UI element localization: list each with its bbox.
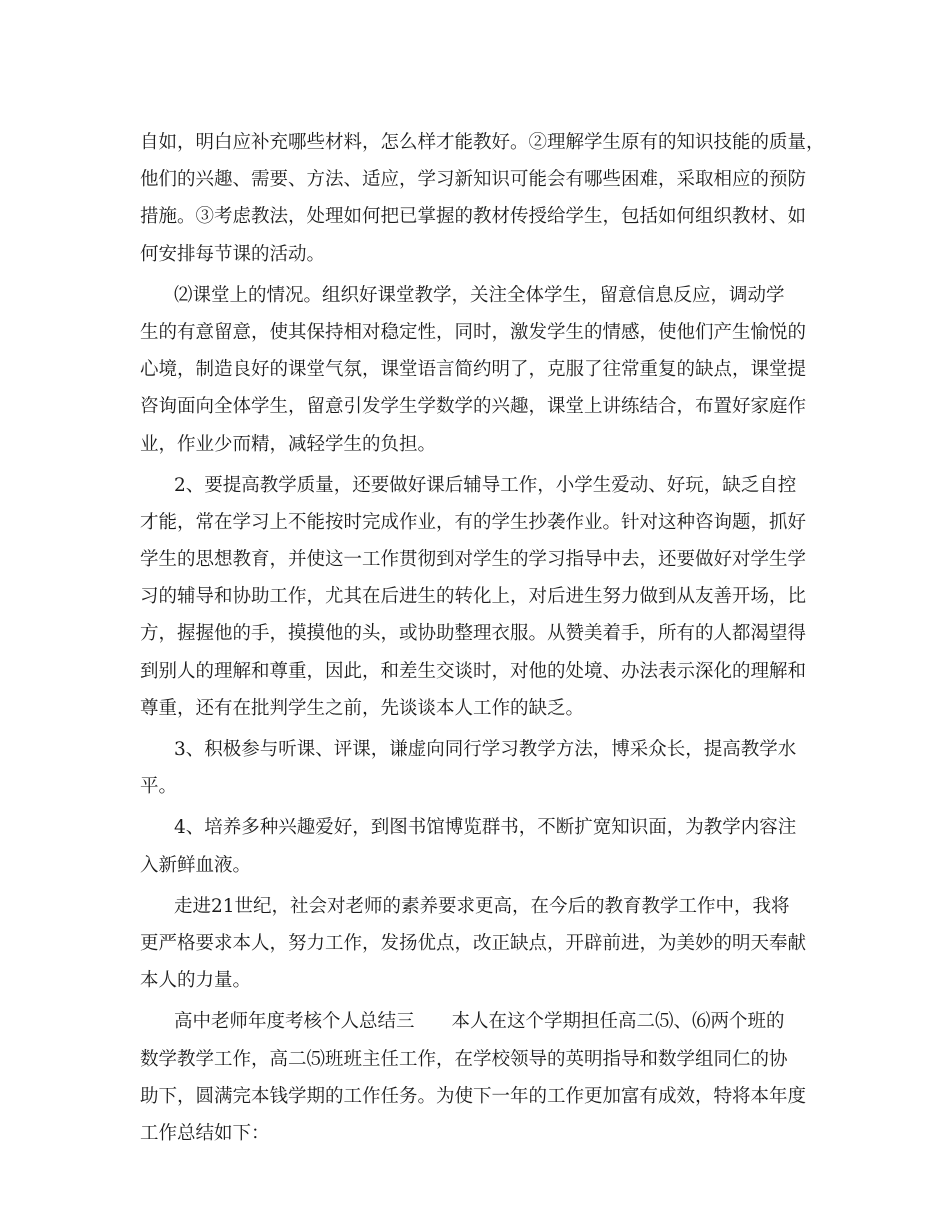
paragraph [140,467,820,727]
paragraph [140,277,820,463]
text-line: 尊重，还有在批判学生之前，先谈谈本人工作的缺乏。 [140,697,585,719]
text-line: 工作总结如下： [140,1122,270,1144]
text-line: 助下，圆满完本钱学期的工作任务。为使下一年的工作更加富有成效，特将本年度 [140,1085,807,1107]
text-line: 数学教学工作，高二⑸班班主任工作，在学校领导的英明指导和数学组同仁的协 [140,1048,788,1070]
text-line: 更严格要求本人，努力工作，发扬优点，改正缺点，开辟前进，为美妙的明天奉献 [140,932,807,954]
paragraph [140,888,820,1000]
text-line: 走进21世纪，社会对老师的素养要求更高，在今后的教育教学工作中，我将 [174,895,790,917]
text-line: 2、要提高教学质量，还要做好课后辅导工作，小学生爱动、好玩，缺乏自控 [174,474,797,496]
text-line: 生的有意留意，使其保持相对稳定性，同时，激发学生的情感，使他们产生愉悦的 [140,321,807,343]
paragraph [140,731,820,805]
text-line: 方，握握他的手，摸摸他的头，或协助整理衣服。从赞美着手，所有的人都渴望得 [140,623,807,645]
text-line: 心境，制造良好的课堂气氛，课堂语言简约明了，克服了往常重复的缺点，课堂提 [140,359,807,381]
text-line: 业，作业少而精，减轻学生的负担。 [140,433,437,455]
text-line: 咨询面向全体学生，留意引发学生学数学的兴趣，课堂上讲练结合，布置好家庭作 [140,396,807,418]
text-line: 何安排每节课的活动。 [140,243,326,265]
text-line: ⑵课堂上的情况。组织好课堂教学，关注全体学生，留意信息反应，调动学 [174,284,785,306]
text-line: 他们的兴趣、需要、方法、适应，学习新知识可能会有哪些困难，采取相应的预防 [140,169,807,191]
text-line: 学生的思想教育，并使这一工作贯彻到对学生的学习指导中去，还要做好对学生学 [140,549,807,571]
text-line: 才能，常在学习上不能按时完成作业，有的学生抄袭作业。针对这种咨询题，抓好 [140,511,807,533]
text-line: 到别人的理解和尊重，因此，和差生交谈时，对他的处境、办法表示深化的理解和 [140,660,807,682]
text-line: 平。 [140,776,178,798]
text-line: 入新鲜血液。 [140,854,252,876]
text-line: 3、积极参与听课、评课，谦虚向同行学习教学方法，博采众长，提高教学水 [174,739,797,760]
text-line: 4、培养多种兴趣爱好，到图书馆博览群书，不断扩宽知识面，为教学内容注 [174,817,797,839]
text-line: 习的辅导和协助工作，尤其在后进生的转化上，对后进生努力做到从友善开场，比 [140,586,807,608]
paragraph [140,124,825,273]
text-line: 本人的力量。 [140,970,252,992]
text-line: 措施。③考虑教法，处理如何把已掌握的教材传授给学生，包括如何组织教材、如 [140,206,807,228]
text-line: 高中老师年度考核个人总结三 本人在这个学期担任高二⑸、⑹两个班的 [174,1011,785,1033]
paragraph [140,809,820,883]
document-page [140,124,825,1152]
text-line: 自如，明白应补充哪些材料，怎么样才能教好。②理解学生原有的知识技能的质量， [140,132,825,153]
paragraph [140,1003,820,1152]
